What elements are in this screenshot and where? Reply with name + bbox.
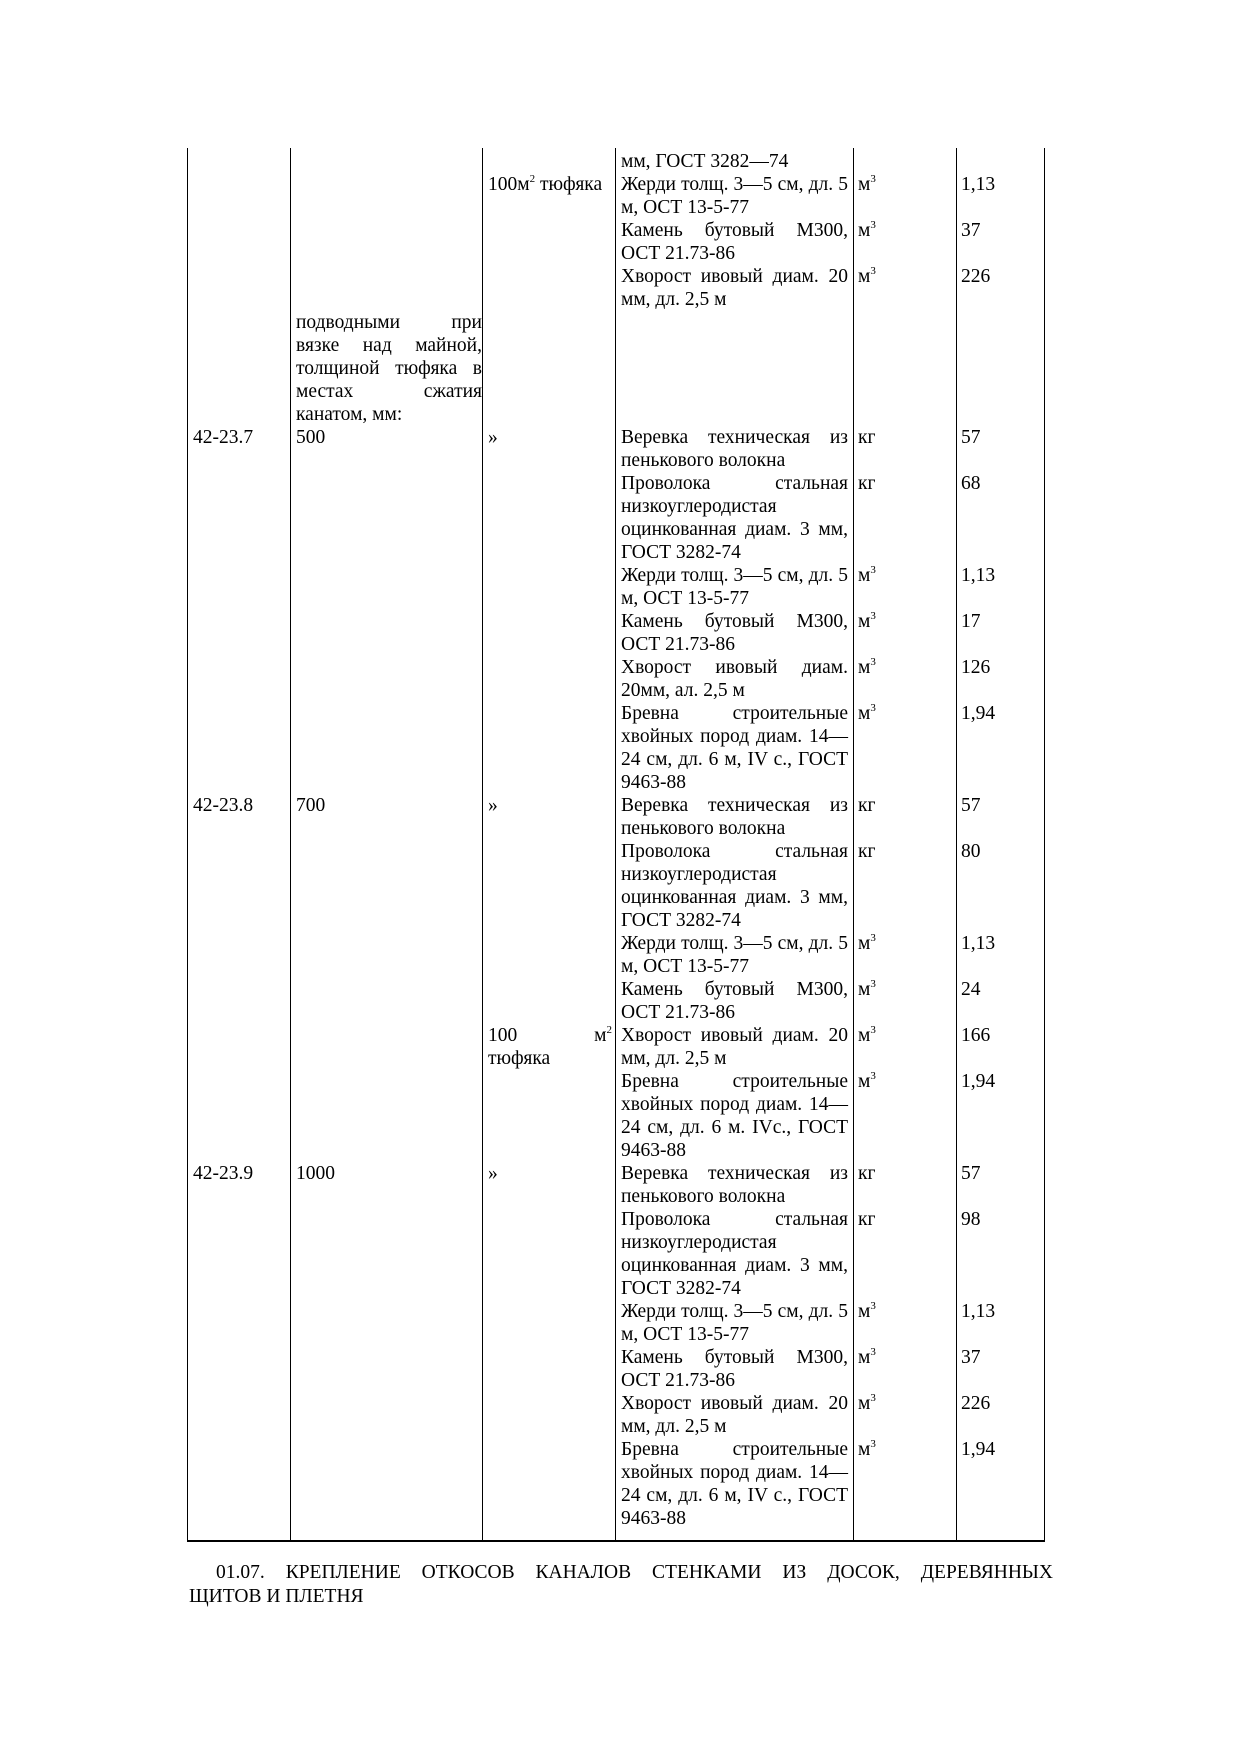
material-cell: Жерди толщ. 3—5 см, дл. 5 м, ОСТ 13-5-77 xyxy=(621,565,848,609)
material-cell: Хворост ивовый диам. 20 мм, дл. 2,5 м xyxy=(621,266,848,310)
code-cell: 42-23.8 xyxy=(193,795,254,816)
material-cell: Проволока стальная низкоуглеродистая оцинкованная диам. 3 мм, ГОСТ 3282-74 xyxy=(621,841,848,931)
material-cell: Жерди толщ. 3—5 см, дл. 5 м, ОСТ 13-5-77 xyxy=(621,174,848,218)
description-line: толщиной тюфяка в xyxy=(296,358,482,379)
unit-cell: кг xyxy=(858,1209,876,1230)
unit-cell: $м^3$ xyxy=(858,655,876,678)
code-cell: 42-23.7 xyxy=(193,427,254,448)
quantity-cell: 126 xyxy=(961,657,991,678)
unit-cell: кг xyxy=(858,473,876,494)
table-border-left xyxy=(187,148,188,1541)
thickness-cell: 700 xyxy=(296,795,326,816)
quantity-cell: 1,13 xyxy=(961,933,996,954)
unit-cell: $м^3$ xyxy=(858,218,876,241)
quantity-cell: 166 xyxy=(961,1025,991,1046)
section-heading xyxy=(189,1561,1053,1609)
material-cell: Хворост ивовый диам. 20 мм, дл. 2,5 м xyxy=(621,1025,848,1069)
quantity-cell: 57 xyxy=(961,427,981,448)
unit-cell: $м^3$ xyxy=(858,609,876,632)
section-heading-line: ЩИТОВ И ПЛЕТНЯ xyxy=(189,1586,364,1607)
meter-cell: » xyxy=(488,795,498,816)
meter-cell: » xyxy=(488,1163,498,1184)
table-divider-meter xyxy=(615,148,616,1541)
thickness-cell: 500 xyxy=(296,427,326,448)
material-cell: мм, ГОСТ 3282—74 xyxy=(621,151,789,172)
description-line: подводными при xyxy=(296,312,482,333)
material-cell: Хворост ивовый диам. 20 мм, дл. 2,5 м xyxy=(621,1393,848,1437)
description-line: вязке над майной, xyxy=(296,335,482,356)
meter-cell: $100м^2$ тюфяка xyxy=(488,172,603,195)
quantity-cell: 80 xyxy=(961,841,981,862)
material-cell: Камень бутовый М300, ОСТ 21.73-86 xyxy=(621,1347,848,1391)
material-cell: Проволока стальная низкоуглеродистая оцинкованная диам. 3 мм, ГОСТ 3282-74 xyxy=(621,473,848,563)
unit-cell: $м^3$ xyxy=(858,1437,876,1460)
unit-cell: кг xyxy=(858,1163,876,1184)
material-cell: Камень бутовый М300, ОСТ 21.73-86 xyxy=(621,979,848,1023)
work-description xyxy=(296,311,482,426)
quantity-cell: 24 xyxy=(961,979,981,1000)
table-divider-code xyxy=(290,148,291,1541)
unit-cell: $м^3$ xyxy=(858,977,876,1000)
meter-cell: » xyxy=(488,427,498,448)
quantity-cell: 1,94 xyxy=(961,1439,996,1460)
unit-cell: кг xyxy=(858,795,876,816)
quantity-cell: 37 xyxy=(961,220,981,241)
table-divider-unit xyxy=(956,148,957,1541)
quantity-cell: 17 xyxy=(961,611,981,632)
unit-cell: $м^3$ xyxy=(858,172,876,195)
unit-cell: $м^3$ xyxy=(858,563,876,586)
quantity-cell: 1,13 xyxy=(961,174,996,195)
quantity-cell: 98 xyxy=(961,1209,981,1230)
description-line: канатом, мм: xyxy=(296,404,403,425)
material-cell: Жерди толщ. 3—5 см, дл. 5 м, ОСТ 13-5-77 xyxy=(621,933,848,977)
table-bottom-border xyxy=(187,1540,1045,1542)
material-cell: Бревна строительные хвойных пород диам. 14—24 см, дл. 6 м. IVc., ГОСТ 9463-88 xyxy=(621,1071,848,1161)
unit-cell: $м^3$ xyxy=(858,1299,876,1322)
quantity-cell: 57 xyxy=(961,795,981,816)
quantity-cell: 37 xyxy=(961,1347,981,1368)
material-cell: Хворост ивовый диам. 20мм, ал. 2,5 м xyxy=(621,657,848,701)
material-cell: Веревка техническая из пенькового волокна xyxy=(621,795,848,839)
quantity-cell: 1,94 xyxy=(961,703,996,724)
unit-cell: $м^3$ xyxy=(858,264,876,287)
unit-cell: $м^3$ xyxy=(858,1069,876,1092)
description-line: местах сжатия xyxy=(296,381,482,402)
material-cell: Бревна строительные хвойных пород диам. 14—24 см, дл. 6 м, IV с., ГОСТ 9463-88 xyxy=(621,703,848,793)
material-cell: Веревка техническая из пенькового волокна xyxy=(621,1163,848,1207)
quantity-cell: 1,13 xyxy=(961,565,996,586)
quantity-cell: 57 xyxy=(961,1163,981,1184)
material-cell: Жерди толщ. 3—5 см, дл. 5 м, ОСТ 13-5-77 xyxy=(621,1301,848,1345)
material-cell: Проволока стальная низкоуглеродистая оцинкованная диам. 3 мм, ГОСТ 3282-74 xyxy=(621,1209,848,1299)
meter-cell: 100 $м^2$ тюфяка xyxy=(488,1023,612,1069)
unit-cell: $м^3$ xyxy=(858,1391,876,1414)
quantity-cell: 1,94 xyxy=(961,1071,996,1092)
unit-cell: $м^3$ xyxy=(858,701,876,724)
material-cell: Камень бутовый М300, ОСТ 21.73-86 xyxy=(621,611,848,655)
table-border-right xyxy=(1044,148,1045,1541)
table-divider-material xyxy=(853,148,854,1541)
unit-cell: $м^3$ xyxy=(858,1023,876,1046)
table-divider-desc xyxy=(482,148,483,1541)
section-heading-line: 01.07. КРЕПЛЕНИЕ ОТКОСОВ КАНАЛОВ СТЕНКАМИ ИЗ ДОСОК, ДЕРЕВЯННЫХ xyxy=(216,1562,1053,1583)
material-cell: Бревна строительные хвойных пород диам. 14—24 см, дл. 6 м, IV с., ГОСТ 9463-88 xyxy=(621,1439,848,1529)
unit-cell: кг xyxy=(858,427,876,448)
unit-cell: кг xyxy=(858,841,876,862)
material-cell: Веревка техническая из пенькового волокна xyxy=(621,427,848,471)
code-cell: 42-23.9 xyxy=(193,1163,254,1184)
unit-cell: $м^3$ xyxy=(858,1345,876,1368)
quantity-cell: 68 xyxy=(961,473,981,494)
quantity-cell: 1,13 xyxy=(961,1301,996,1322)
thickness-cell: 1000 xyxy=(296,1163,335,1184)
quantity-cell: 226 xyxy=(961,266,991,287)
unit-cell: $м^3$ xyxy=(858,931,876,954)
quantity-cell: 226 xyxy=(961,1393,991,1414)
material-cell: Камень бутовый М300, ОСТ 21.73-86 xyxy=(621,220,848,264)
